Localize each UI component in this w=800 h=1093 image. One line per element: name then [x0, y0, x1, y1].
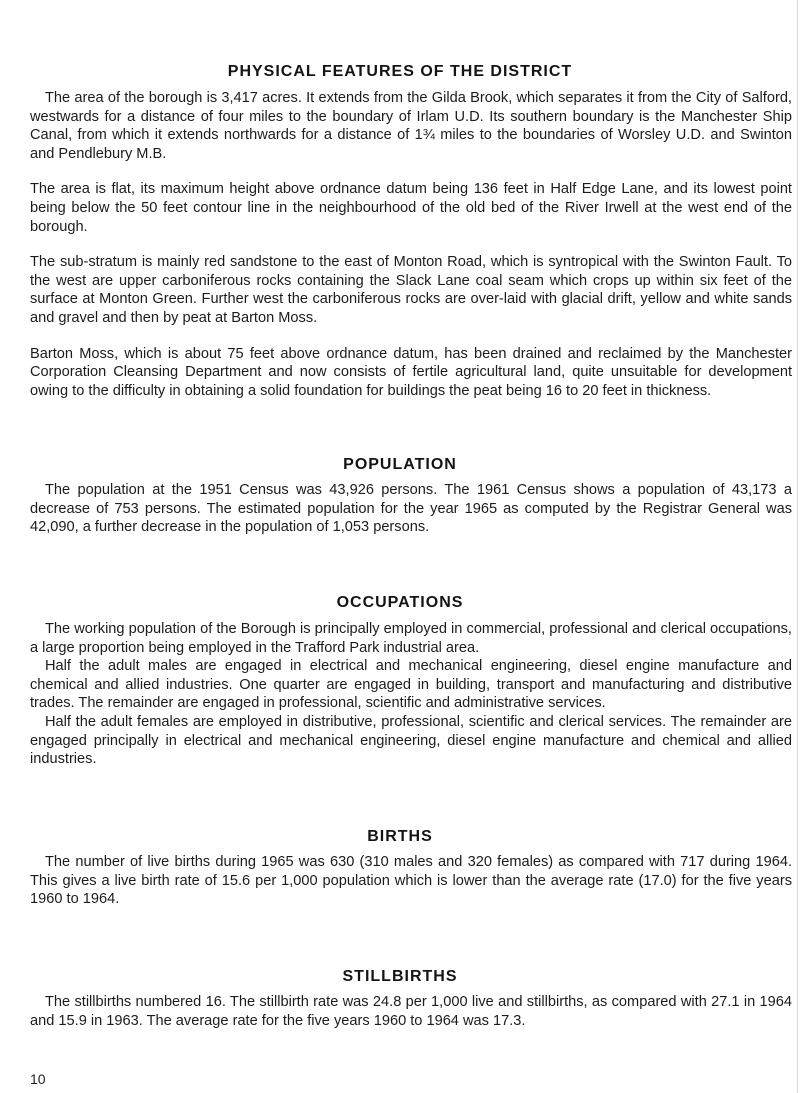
heading-births: BIRTHS — [367, 828, 433, 845]
paragraph-physical-3: The sub-stratum is mainly red sandstone to the east of Monton Road, which is syntropical with the Swinton Fault. To the west are upper carboniferous rocks containing the Slack Lane coal seam which crops up within six feet of the surface at Monton Green. Further west the carboniferous rocks are over-laid with glacial drift, yellow and white sands and gravel and then by peat at Barton Moss. — [30, 254, 792, 326]
paragraph-physical-4: Barton Moss, which is about 75 feet above ordnance datum, has been drained and reclaimed by the Manchester Corporation Cleansing Department and now consists of fertile agricultural land, quite unsuitable for development owing to the difficulty in obtaining a solid foundation for buildings the peat being 16 to 20 feet in thickness. — [30, 345, 792, 399]
paragraph-occupations-2: Half the adult males are engaged in electrical and mechanical engineering, diesel engine manufacture and chemical and allied industries. One quarter are engaged in building, transport and manufacturing and distributive trades. The remainder are engaged in professional, scientific and administrative services. — [30, 658, 792, 712]
section-births — [30, 853, 792, 909]
paragraph-physical-1: The area of the borough is 3,417 acres. It extends from the Gilda Brook, which separates it from the City of Salford, westwards for a distance of four miles to the boundary of Irlam U.D. Its southern boundary is the Manchester Ship Canal, from which it extends northwards for a distance of 1¾ miles to the boundaries of Worsley U.D. and Swinton and Pendlebury M.B. — [30, 90, 792, 162]
section-occupations — [30, 620, 792, 769]
paragraph-physical-2: The area is flat, its maximum height above ordnance datum being 136 feet in Half Edge Lane, and its lowest point being below the 50 feet contour line in the neighbourhood of the old bed of the River Irwell at the west end of the borough. — [30, 181, 792, 235]
paragraph-stillbirths-1: The stillbirths numbered 16. The stillbirth rate was 24.8 per 1,000 live and stillbirths, as compared with 27.1 in 1964 and 15.9 in 1963. The average rate for the five years 1960 to 1964 was 17.3. — [30, 994, 792, 1029]
heading-physical-features: PHYSICAL FEATURES OF THE DISTRICT — [227, 63, 573, 80]
heading-population: POPULATION — [343, 456, 457, 473]
page-number: 10 — [30, 1071, 46, 1087]
heading-stillbirths: STILLBIRTHS — [342, 968, 458, 985]
section-population — [30, 481, 792, 537]
paragraph-population-1: The population at the 1951 Census was 43,926 persons. The 1961 Census shows a population of 43,173 a decrease of 753 persons. The estimated population for the year 1965 as computed by the Registrar General was 42,090, a further decrease in the population of 1,053 persons. — [30, 482, 792, 536]
paragraph-occupations-1: The working population of the Borough is principally employed in commercial, professional and clerical occupations, a large proportion being employed in the Trafford Park industrial area. — [30, 621, 792, 656]
paragraph-occupations-3: Half the adult females are employed in distributive, professional, scientific and clerical services. The remainder are engaged principally in electrical and mechanical engineering, diesel engine manufacture and chemical and allied industries. — [30, 713, 792, 768]
section-physical — [30, 89, 792, 400]
section-stillbirths — [30, 993, 792, 1030]
paragraph-births-1: The number of live births during 1965 was 630 (310 males and 320 females) as compared with 717 during 1964. This gives a live birth rate of 15.6 per 1,000 population which is lower than the average rate (17.0) for the five years 1960 to 1964. — [30, 854, 792, 908]
page-edge-line — [797, 0, 798, 1093]
heading-occupations: OCCUPATIONS — [336, 594, 464, 611]
